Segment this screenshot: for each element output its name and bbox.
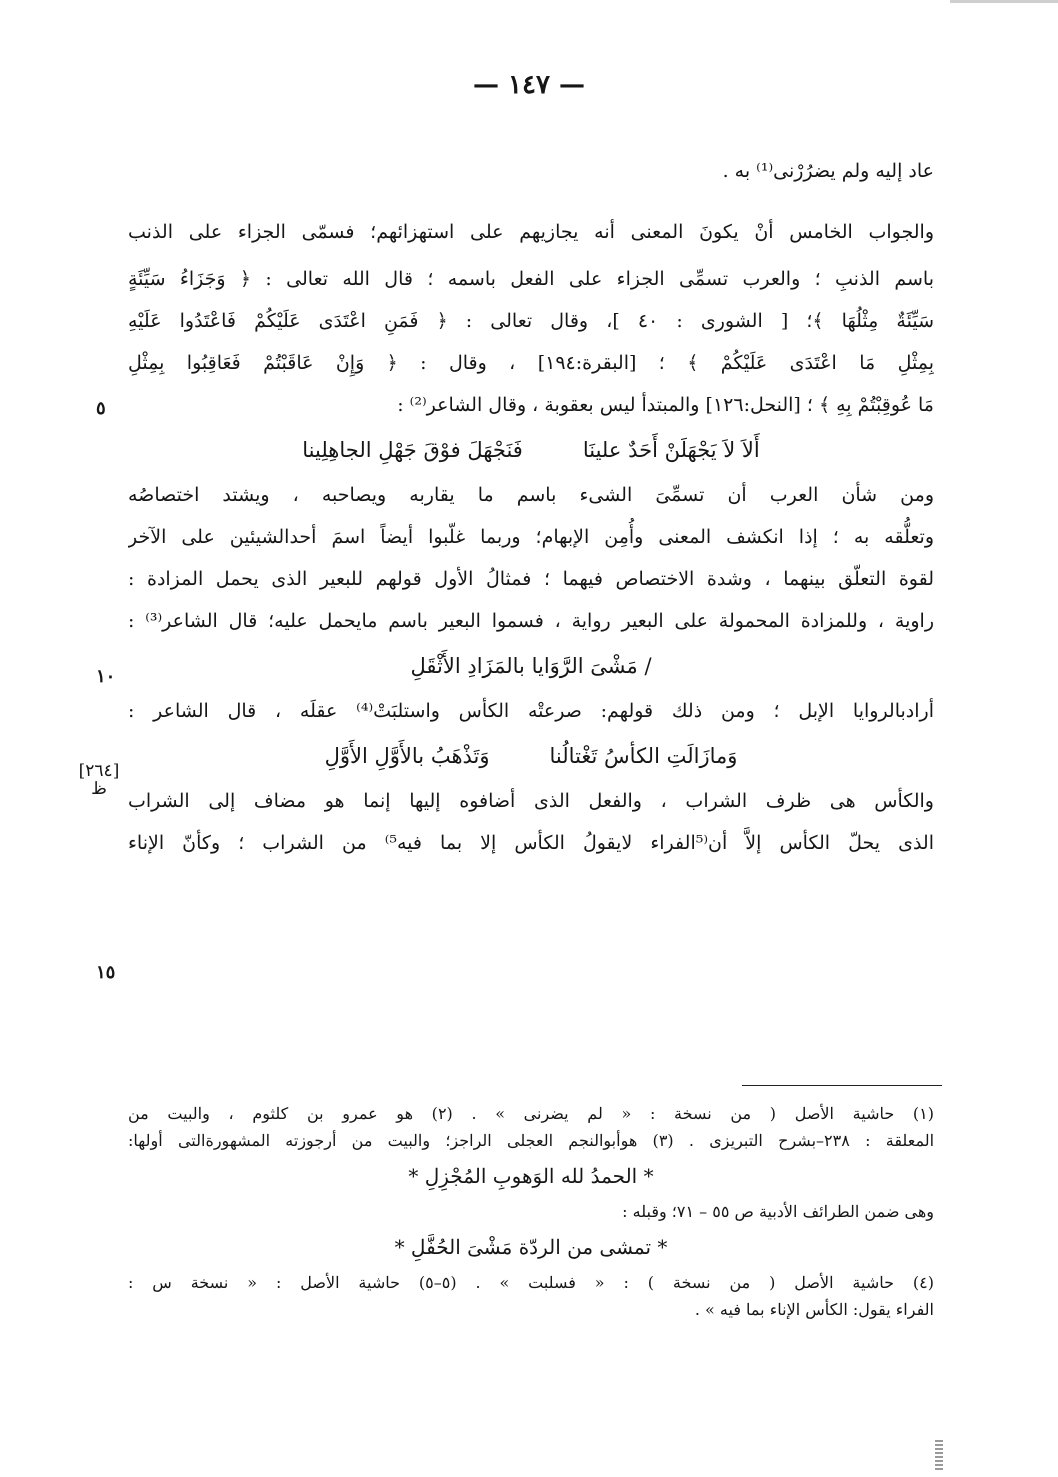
footnote-separator [742,1085,942,1086]
verse-first-hemistich: وَمازَالَتِ الكأسُ تَغْتالُنا [549,744,738,768]
footnote-verse: * تمشى من الردّة مَشْىَ الحُفَّلِ * [394,1235,668,1259]
footnote-verse: * الحمدُ لله الوَهوبِ المُجْزِلِ * [408,1164,654,1188]
text-line: راوية ، وللمزادة المحمولة على البعير رواية ، فسموا البعير باسم مايحمل عليه؛ قال الشاعر⁽³⁾ : [128,610,934,632]
text-line: والكأس هى ظرف الشراب ، والفعل الذى أضافوه إليها إنما هو مضاف إلى الشراب [128,790,934,812]
manuscript-folio-marker [62,762,136,798]
text-line: سَيِّئَةٌ مِثْلُهَا ﴾؛ [ الشورى : ٤٠ ]، وقال تعالى : ﴿ فَمَنِ اعْتَدَى عَلَيْكُمْ فَاعْتَدُوا عَلَيْهِ [128,310,934,332]
footnote-line: المعلقة : ٢٣٨–بشرح التبريزى . (٣) هوأبوالنجم العجلى الراجز؛ والبيت من أرجوزته المشهورةالتى أولها: [128,1131,934,1150]
page-number: — ١٤٧ — [472,70,586,100]
folio-side: ظ [91,779,107,799]
footnote-line: (٤) حاشية الأصل ( من نسخة ) : « فسلبت » . (٥–٥) حاشية الأصل : « نسخة س : [128,1273,934,1292]
footnote-line: الفراء يقول: الكأس الإناء بما فيه » . [694,1300,934,1319]
text-line: أرادبالروايا الإبل ؛ ومن ذلك قولهم: صرعتْه الكأس واستلبَتْ⁽⁴⁾ عقلَه ، قال الشاعر : [128,700,934,722]
text-line: لقوة التعلّق بينهما ، وشدة الاختصاص فيهما ؛ فمثالُ الأول قولهم للبعير الذى يحمل المزادة : [128,568,934,590]
footnote-line: (١) حاشية الأصل ( من نسخة : « لم يضرنى » . (٢) هو عمرو بن كلثوم ، والبيت من [128,1104,934,1123]
text-line: عاد إليه ولم يضرُرْنى⁽¹⁾ به . [722,160,934,182]
text-line: باسم الذنبِ ؛ والعرب تسمِّى الجزاء على الفعل باسمه ؛ قال الله تعالى : ﴿ وَجَزَاءُ سَيِّئَةٍ [128,268,934,290]
footnotes [128,1100,934,1323]
verse-single [128,642,934,690]
line-number-10: ١٠ [96,666,116,687]
text-line: وتعلُّقه به ؛ إذا انكشف المعنى وأُمِن الإبهام؛ وربما غلّبوا أيضاً اسمَ أحدالشيئين على الآخر [128,526,934,548]
text-line: بِمِثْلِ مَا اعْتَدَى عَلَيْكُمْ ﴾ ؛ [البقرة:١٩٤] ، وقال : ﴿ وَإِنْ عَاقَبْتُمْ فَعَاقِبُوا بِمِثْلِ [128,352,934,374]
text-line: ومن شأن العرب أن تسمِّىَ الشىء باسم ما يقاربه ويصاحبه ، ويشتد اختصاصُه [128,484,934,506]
verse-couplet [128,732,934,780]
text-line: الذى يحلّ الكأس إلاَّ أن⁽⁵الفراء لايقولُ الكأس إلا بما فيه⁵⁾ من الشراب ؛ وكأنّ الإناء [128,832,934,854]
text-line: مَا عُوقِبْتُمْ بِهِ ﴾ ؛ [النحل:١٢٦] والمبتدأ ليس بعقوبة ، وقال الشاعر⁽²⁾ : [397,394,934,416]
scan-corner-mark [935,1440,943,1470]
line-number-15: ١٥ [96,962,116,983]
verse-second-hemistich: وَتَذْهَبُ بالأَوَّلِ الأَوَّلِ [324,744,490,768]
folio-number: [٢٦٤] [78,761,120,781]
main-text [128,150,934,864]
text-line: والجواب الخامس أنْ يكونَ المعنى أنه يجازيهم على استهزائهم؛ فسمّى الجزاء على الذنب [128,221,934,243]
line-number-5: ٥ [96,398,106,419]
scan-edge-mark [950,0,1058,3]
footnote-line: وهى ضمن الطرائف الأدبية ص ٥٥ – ٧١؛ وقبله : [622,1202,934,1221]
verse-first-hemistich: أَلاَ لاَ يَجْهَلَنْ أَحَدٌ علينَا [582,438,760,462]
verse-couplet [128,426,934,474]
verse-second-hemistich: فَنَجْهَلَ فوْقَ جَهْلِ الجاهِلِينا [302,438,523,462]
verse-hemistich: / مَشْىَ الرَّوَايا بالمَزَادِ الأَثْقَلِ [410,654,652,678]
